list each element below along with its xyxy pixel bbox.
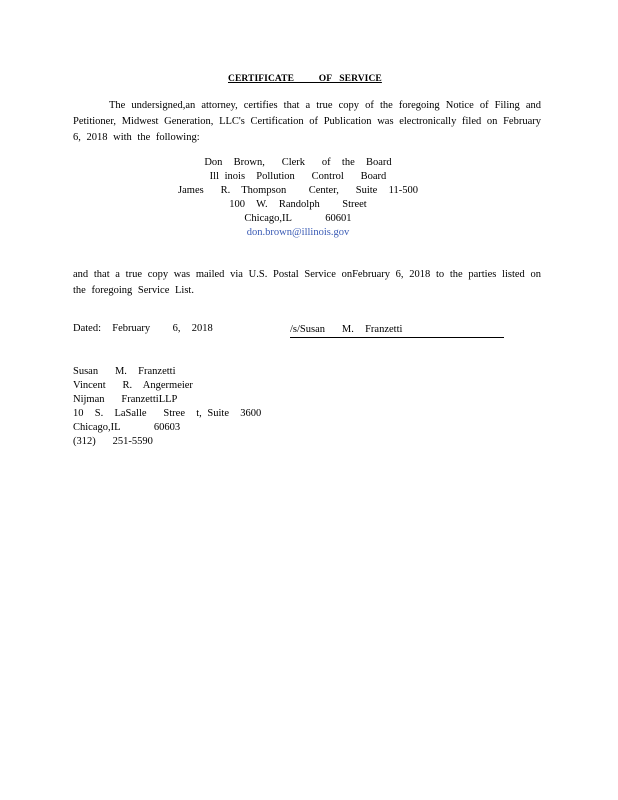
recipient-city: Chicago,IL 60601 bbox=[244, 213, 352, 224]
document-title: CERTIFICATE OF SERVICE bbox=[228, 74, 382, 84]
signer-firm: Nijman FranzettiLLP bbox=[73, 394, 178, 405]
signer-cocounsel: Vincent R. Angermeier bbox=[73, 380, 193, 391]
recipient-organization: Ill inois Pollution Control Board bbox=[209, 171, 387, 182]
recipient-building: James R. Thompson Center, Suite 11-500 bbox=[178, 185, 418, 196]
signer-city: Chicago,IL 60603 bbox=[73, 422, 181, 433]
signer-block bbox=[73, 365, 261, 449]
date-line: Dated: February 6, 2018 bbox=[73, 323, 213, 334]
certification-paragraph: The undersigned,an attorney, certifies that a true copy of the foregoing Notice of Filing and Petitioner, Midwest Generation, LLC's Certification of Publication was electronically filed on February 6, 2018 with the following: bbox=[73, 100, 541, 143]
recipient-address-block bbox=[150, 156, 446, 240]
signature-line: /s/Susan M. Franzetti bbox=[290, 323, 504, 338]
signer-phone: (312) 251-5590 bbox=[73, 436, 153, 447]
mailing-paragraph: and that a true copy was mailed via U.S. Postal Service onFebruary 6, 2018 to the parties listed on the foregoing Service List. bbox=[73, 269, 541, 296]
recipient-email-link[interactable]: don.brown@illinois.gov bbox=[246, 227, 350, 238]
signer-name: Susan M. Franzetti bbox=[73, 366, 176, 377]
recipient-street: 100 W. Randolph Street bbox=[229, 199, 367, 210]
signer-street: 10 S. LaSalle Stree t, Suite 3600 bbox=[73, 408, 262, 419]
recipient-name: Don Brown, Clerk of the Board bbox=[204, 157, 392, 168]
